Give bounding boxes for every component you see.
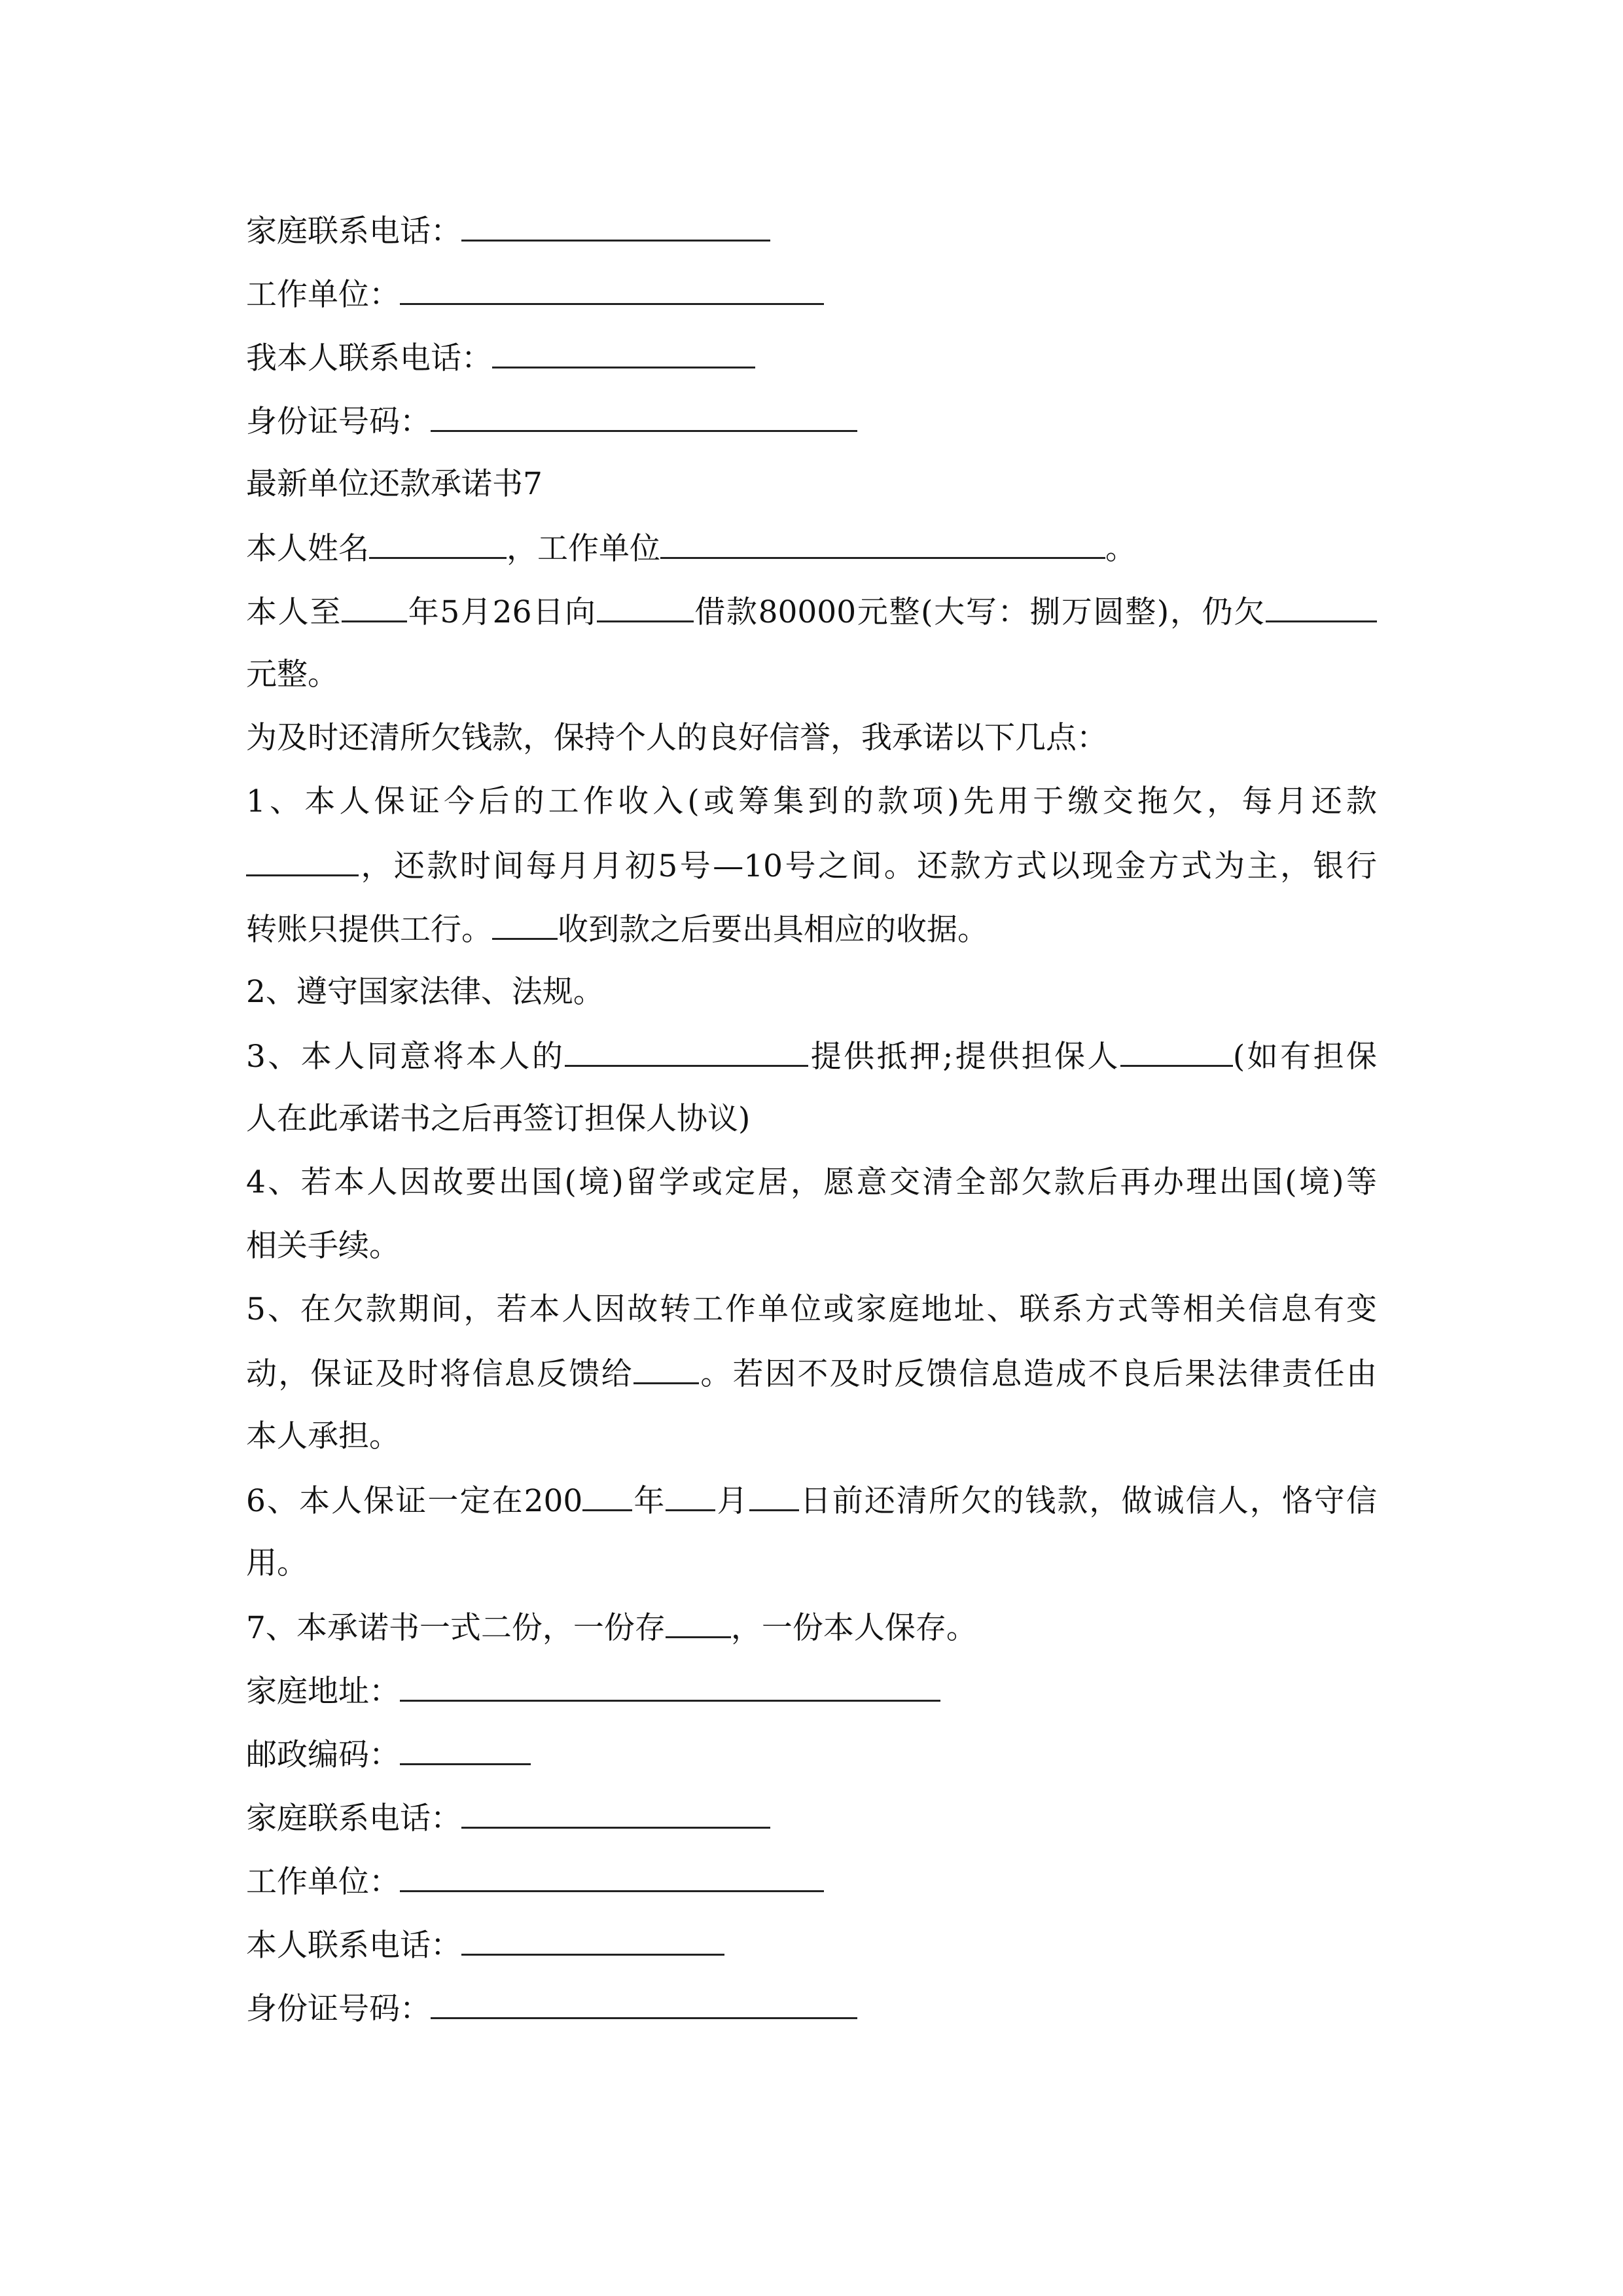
item-3-text-b: 提供抵押;提供担保人	[808, 1039, 1120, 1075]
id-number-blank-2[interactable]	[431, 1988, 857, 2019]
id-number-blank[interactable]	[431, 401, 857, 432]
work-unit-blank-2[interactable]	[400, 1861, 824, 1892]
item-5-text-b: 动，保证及时将信息反馈给	[246, 1356, 633, 1392]
my-phone-row-2	[246, 1925, 724, 1965]
id-number-label: 身份证号码：	[246, 404, 431, 440]
family-phone-row	[246, 211, 770, 251]
work-unit-label: 工作单位：	[246, 277, 400, 313]
item-3-text-c: (如有担保	[1232, 1039, 1377, 1075]
loan-text-c: 借款80000元整(大写：捌万圆整)，仍欠	[693, 594, 1266, 630]
item-6-line-2: 用。	[246, 1545, 308, 1581]
family-phone-label: 家庭联系电话：	[246, 213, 461, 249]
item-4-line-2: 相关手续。	[246, 1228, 400, 1264]
deadline-year-blank[interactable]	[582, 1480, 632, 1511]
my-phone-row	[246, 338, 755, 378]
my-phone-blank[interactable]	[492, 338, 755, 368]
my-phone-label-2: 本人联系电话：	[246, 1928, 461, 1964]
family-phone-row-2	[246, 1798, 770, 1839]
work-unit-label-2: 工作单位：	[246, 1864, 400, 1900]
postcode-row	[246, 1734, 531, 1775]
period: 。	[1105, 531, 1136, 567]
family-phone-blank[interactable]	[461, 211, 770, 242]
item-1-text-b: ，还款时间每月月初5号—10号之间。还款方式以现金方式为主，银行	[359, 848, 1377, 884]
item-6-text-a: 6、本人保证一定在200	[246, 1483, 583, 1519]
item-5-text-c: 。若因不及时反馈信息造成不良后果法律责任由	[699, 1356, 1377, 1392]
my-phone-label: 我本人联系电话：	[246, 340, 492, 376]
feedback-to-blank[interactable]	[633, 1354, 699, 1384]
postcode-label: 邮政编码：	[246, 1737, 400, 1773]
family-phone-label-2: 家庭联系电话：	[246, 1801, 461, 1837]
address-row	[246, 1671, 940, 1712]
promise-lead: 为及时还清所欠钱款，保持个人的良好信誉，我承诺以下几点：	[246, 720, 1107, 756]
item-5-line-3: 本人承担。	[246, 1418, 400, 1454]
item-6-year: 年	[632, 1483, 666, 1519]
guarantor-blank[interactable]	[1120, 1036, 1233, 1067]
receiver-blank[interactable]	[492, 909, 558, 940]
deadline-month-blank[interactable]	[666, 1480, 715, 1511]
id-number-label-2: 身份证号码：	[246, 1991, 431, 2027]
id-number-row	[246, 401, 857, 442]
my-phone-blank-2[interactable]	[461, 1925, 724, 1956]
work-unit-blank[interactable]	[400, 274, 824, 305]
loan-row-end: 元整。	[246, 656, 338, 692]
item-6-line-1	[246, 1480, 1377, 1521]
item-5-line-1: 5、在欠款期间，若本人因故转工作单位或家庭地址、联系方式等相关信息有变	[246, 1291, 1377, 1327]
item-3-line-2: 人在此承诺书之后再签订担保人协议)	[246, 1101, 751, 1137]
loan-row	[246, 592, 1377, 632]
item-6-month: 月	[715, 1483, 749, 1519]
postcode-blank[interactable]	[400, 1734, 531, 1765]
item-2: 2、遵守国家法律、法规。	[246, 974, 604, 1010]
collateral-blank[interactable]	[565, 1036, 808, 1067]
loan-text-a: 本人至	[246, 594, 342, 630]
item-1-text-c: 转账只提供工行。	[246, 912, 492, 948]
loan-text-b: 年5月26日向	[407, 594, 597, 630]
name-blank[interactable]	[369, 528, 507, 559]
copy-holder-blank[interactable]	[666, 1607, 731, 1638]
item-5-line-2	[246, 1354, 1377, 1394]
lender-blank[interactable]	[597, 592, 694, 622]
item-1-text-d: 收到款之后要出具相应的收据。	[558, 912, 988, 948]
id-number-row-2	[246, 1988, 857, 2029]
item-1-line-3	[246, 909, 988, 950]
deadline-day-blank[interactable]	[749, 1480, 799, 1511]
address-label: 家庭地址：	[246, 1674, 400, 1710]
item-6-text-d: 日前还清所欠的钱款，做诚信人，恪守信	[798, 1483, 1378, 1519]
address-blank[interactable]	[400, 1671, 940, 1702]
item-4-line-1: 4、若本人因故要出国(境)留学或定居，愿意交清全部欠款后再办理出国(境)等	[246, 1164, 1377, 1200]
monthly-amount-blank[interactable]	[246, 846, 359, 876]
item-1-line-2	[246, 846, 1377, 886]
work-unit-inline-label: ，工作单位	[507, 531, 660, 567]
work-unit-row-2	[246, 1861, 824, 1902]
work-unit-inline-blank[interactable]	[660, 528, 1105, 559]
item-7-text-a: 7、本承诺书一式二份，一份存	[246, 1610, 666, 1646]
loan-year-blank[interactable]	[342, 592, 407, 622]
work-unit-row	[246, 274, 824, 315]
family-phone-blank-2[interactable]	[461, 1798, 770, 1829]
item-7	[246, 1607, 977, 1648]
item-3-text-a: 3、本人同意将本人的	[246, 1039, 565, 1075]
item-1-line-1: 1、本人保证今后的工作收入(或筹集到的款项)先用于缴交拖欠，每月还款	[246, 783, 1377, 819]
section-title: 最新单位还款承诺书7	[246, 466, 543, 502]
item-3-line-1	[246, 1036, 1377, 1077]
name-label: 本人姓名	[246, 531, 369, 567]
item-7-text-b: ，一份本人保存。	[730, 1610, 977, 1646]
owed-blank[interactable]	[1266, 592, 1377, 622]
name-row	[246, 528, 1136, 569]
